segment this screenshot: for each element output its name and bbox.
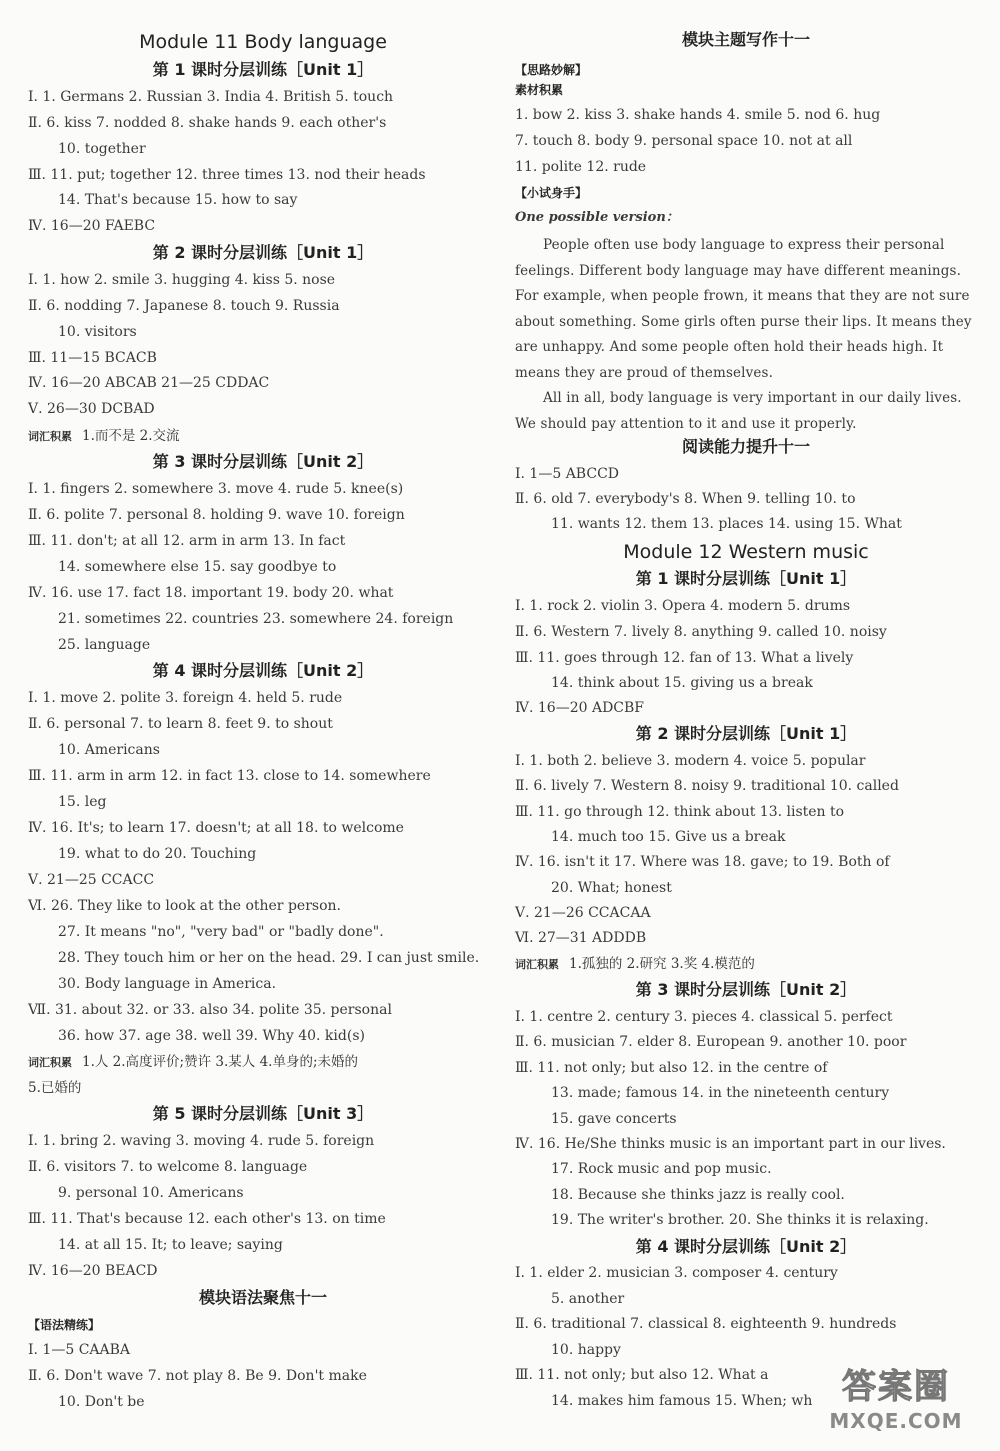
section-tag: 【小试身手】 — [515, 186, 588, 200]
answer-line: 11. polite 12. rude — [515, 159, 647, 175]
answer-line: Ⅰ. 1. elder 2. musician 3. composer 4. century — [515, 1265, 838, 1281]
answer-line: Ⅱ. 6. nodding 7. Japanese 8. touch 9. Russia — [28, 298, 340, 314]
answer-line: 10. happy — [551, 1342, 621, 1358]
grammar-title: 模块语法聚焦十一 — [198, 1288, 327, 1307]
answer-line: 1. bow 2. kiss 3. shake hands 4. smile 5. nod 6. hug — [515, 107, 881, 123]
answer-line: 36. how 37. age 38. well 39. Why 40. kid(s) — [58, 1028, 365, 1044]
answer-line: Ⅴ. 21—26 CCACAA — [515, 905, 651, 921]
writing-title: 模块主题写作十一 — [681, 30, 810, 49]
answer-line: 14. think about 15. giving us a break — [551, 675, 813, 691]
lesson2-title: 第 2 课时分层训练［Unit 1］ — [635, 724, 857, 743]
answer-line: 10. together — [58, 141, 146, 157]
answer-line: Ⅲ. 11. put; together 12. three times 13. nod their heads — [28, 167, 426, 183]
watermark-logo: 答案圈 — [842, 1367, 950, 1407]
answer-line: Ⅰ. 1—5 CAABA — [28, 1342, 131, 1358]
answer-line: Ⅰ. 1. move 2. polite 3. foreign 4. held 5. rude — [28, 690, 343, 706]
answer-line: Ⅲ. 11—15 BCACB — [28, 350, 157, 366]
answer-line: 19. what to do 20. Touching — [58, 846, 257, 862]
answer-line: Ⅱ. 6. old 7. everybody's 8. When 9. telling 10. to — [515, 491, 856, 507]
answer-line: Ⅲ. 11. goes through 12. fan of 13. What a lively — [515, 650, 854, 666]
answer-line: Ⅳ. 16—20 BEACD — [28, 1263, 158, 1279]
answer-line: Ⅲ. 11. not only; but also 12. What a — [515, 1367, 769, 1383]
answer-line: 14. at all 15. It; to leave; saying — [58, 1237, 283, 1253]
answer-line: Ⅰ. 1. Germans 2. Russian 3. India 4. British 5. touch — [28, 89, 394, 105]
answer-line: Ⅲ. 11. That's because 12. each other's 13. on time — [28, 1211, 386, 1227]
vocab-line: 5.已婚的 — [28, 1080, 82, 1096]
answer-line: Ⅳ. 16. isn't it 17. Where was 18. gave; to 19. Both of — [515, 854, 890, 870]
answer-line: 25. language — [58, 637, 151, 653]
answer-line: Ⅳ. 16—20 FAEBC — [28, 218, 156, 234]
answer-line: 28. They touch him or her on the head. 29. I can just smile. — [58, 950, 480, 966]
answer-line: 13. made; famous 14. in the nineteenth century — [551, 1085, 890, 1101]
section-tag: 【语法精练】 — [28, 1318, 101, 1332]
answer-line: 10. Don't be — [58, 1394, 145, 1410]
answer-line: Ⅰ. 1. centre 2. century 3. pieces 4. classical 5. perfect — [515, 1009, 893, 1025]
answer-line: Ⅰ. 1. how 2. smile 3. hugging 4. kiss 5. nose — [28, 272, 336, 288]
answer-line: 9. personal 10. Americans — [58, 1185, 244, 1201]
answer-line: Ⅱ. 6. polite 7. personal 8. holding 9. wave 10. foreign — [28, 507, 405, 523]
answer-line: Ⅱ. 6. Don't wave 7. not play 8. Be 9. Don't make — [28, 1368, 367, 1384]
lesson4-title: 第 4 课时分层训练［Unit 2］ — [635, 1237, 857, 1256]
answer-line: 14. That's because 15. how to say — [58, 192, 298, 208]
answer-line: Ⅳ. 16—20 ABCAB 21—25 CDDAC — [28, 375, 270, 391]
lesson3-title: 第 3 课时分层训练［Unit 2］ — [152, 452, 374, 471]
lesson5-title: 第 5 课时分层训练［Unit 3］ — [152, 1104, 374, 1123]
lesson1-title: 第 1 课时分层训练［Unit 1］ — [152, 60, 374, 79]
answer-line: Ⅱ. 6. visitors 7. to welcome 8. language — [28, 1159, 308, 1175]
lesson2-title: 第 2 课时分层训练［Unit 1］ — [152, 243, 374, 262]
answer-line: 17. Rock music and pop music. — [551, 1161, 772, 1177]
essay-paragraph: All in all, body language is very important in our daily lives. We should pay attention to it and use it properly. — [515, 390, 962, 432]
site-watermark — [806, 1365, 986, 1443]
answer-line: 10. Americans — [58, 742, 160, 758]
answer-line: Ⅰ. 1—5 ABCCD — [515, 466, 620, 482]
answer-line: Ⅰ. 1. both 2. believe 3. modern 4. voice 5. popular — [515, 753, 866, 769]
answer-line: Ⅳ. 16—20 ADCBF — [515, 700, 645, 716]
answer-line: Ⅵ. 27—31 ADDDB — [515, 930, 647, 946]
reading-title: 阅读能力提升十一 — [681, 437, 810, 456]
lesson4-title: 第 4 课时分层训练［Unit 2］ — [152, 661, 374, 680]
answer-line: 7. touch 8. body 9. personal space 10. not at all — [515, 133, 853, 149]
answer-line: Ⅱ. 6. traditional 7. classical 8. eighteenth 9. hundreds — [515, 1316, 897, 1332]
answer-line: Ⅰ. 1. rock 2. violin 3. Opera 4. modern 5. drums — [515, 598, 851, 614]
version-label: One possible version： — [515, 210, 679, 225]
answer-line: 14. somewhere else 15. say goodbye to — [58, 559, 337, 575]
answer-line: 11. wants 12. them 13. places 14. using 15. What — [551, 516, 902, 532]
answer-line: Ⅱ. 6. Western 7. lively 8. anything 9. called 10. noisy — [515, 624, 887, 640]
answer-line: 14. much too 15. Give us a break — [551, 829, 786, 845]
answer-line: Ⅰ. 1. fingers 2. somewhere 3. move 4. rude 5. knee(s) — [28, 481, 404, 497]
answer-line: Ⅳ. 16. use 17. fact 18. important 19. body 20. what — [28, 585, 394, 601]
answer-line: Ⅲ. 11. go through 12. think about 13. listen to — [515, 804, 845, 820]
vocab-line: 词汇积累 1.而不是 2.交流 — [28, 428, 180, 444]
answer-line: 19. The writer's brother. 20. She thinks it is relaxing. — [551, 1212, 929, 1228]
vocab-line: 词汇积累 1.孤独的 2.研究 3.奖 4.模范的 — [515, 956, 755, 972]
module-12-title: Module 12 Western music — [623, 541, 869, 563]
answer-line: 14. makes him famous 15. When; wh — [551, 1393, 813, 1409]
essay-paragraph: People often use body language to express their personal feelings. Different body language may have different meanings. For example, when people frown, it means that they are not sure about something. Some girls often purse their lips. It means they are unhappy. And some people often hold their heads high. It means they are proud of themselves. — [515, 237, 972, 381]
module-11-title: Module 11 Body language — [139, 31, 387, 53]
answer-line: Ⅲ. 11. arm in arm 12. in fact 13. close to 14. somewhere — [28, 768, 431, 784]
answer-line: Ⅳ. 16. He/She thinks music is an important part in our lives. — [515, 1136, 946, 1152]
answer-line: Ⅱ. 6. kiss 7. nodded 8. shake hands 9. each other's — [28, 115, 387, 131]
answer-line: Ⅴ. 26—30 DCBAD — [28, 401, 155, 417]
answer-line: Ⅲ. 11. don't; at all 12. arm in arm 13. In fact — [28, 533, 346, 549]
answer-line: 10. visitors — [58, 324, 137, 340]
section-tag: 【思路妙解】 — [515, 63, 588, 77]
lesson1-title: 第 1 课时分层训练［Unit 1］ — [635, 569, 857, 588]
answer-line: Ⅰ. 1. bring 2. waving 3. moving 4. rude 5. foreign — [28, 1133, 375, 1149]
answer-line: 18. Because she thinks jazz is really cool. — [551, 1187, 845, 1203]
answer-line: Ⅳ. 16. It's; to learn 17. doesn't; at all 18. to welcome — [28, 820, 404, 836]
answer-line: Ⅱ. 6. musician 7. elder 8. European 9. another 10. poor — [515, 1034, 907, 1050]
vocab-line: 词汇积累 1.人 2.高度评价;赞许 3.某人 4.单身的;未婚的 — [28, 1054, 358, 1070]
answer-line: 5. another — [551, 1291, 625, 1307]
answer-line: Ⅵ. 26. They like to look at the other person. — [28, 898, 341, 914]
answer-line: Ⅶ. 31. about 32. or 33. also 34. polite 35. personal — [28, 1002, 392, 1018]
answer-line: Ⅱ. 6. personal 7. to learn 8. feet 9. to shout — [28, 716, 333, 732]
answer-line: Ⅴ. 21—25 CCACC — [28, 872, 155, 888]
answer-line: Ⅱ. 6. lively 7. Western 8. noisy 9. traditional 10. called — [515, 778, 899, 794]
lesson3-title: 第 3 课时分层训练［Unit 2］ — [635, 980, 857, 999]
answer-line: 21. sometimes 22. countries 23. somewhere 24. foreign — [58, 611, 454, 627]
answer-line: Ⅲ. 11. not only; but also 12. in the centre of — [515, 1060, 828, 1076]
answer-line: 15. leg — [58, 794, 107, 810]
section-subtag: 素材积累 — [515, 83, 564, 97]
answer-line: 30. Body language in America. — [58, 976, 277, 992]
answer-line: 27. It means "no", "very bad" or "badly done". — [58, 924, 384, 940]
answer-line: 20. What; honest — [551, 880, 672, 896]
answer-line: 15. gave concerts — [551, 1111, 677, 1127]
watermark-site: MXQE.COM — [829, 1409, 963, 1433]
